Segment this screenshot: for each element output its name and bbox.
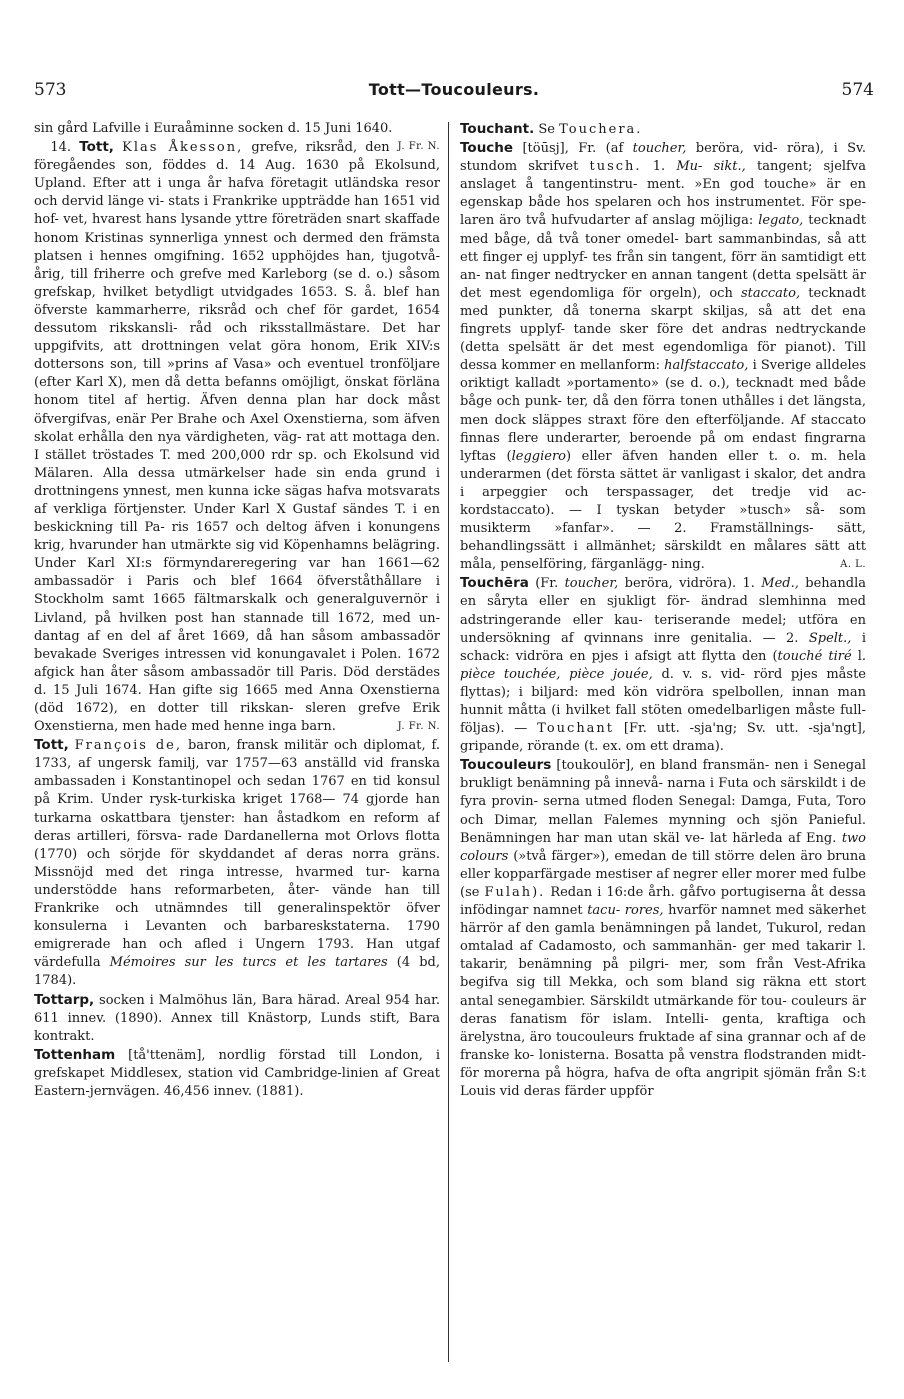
entry-text: tecknadt med båge, då två toner omedel- bart sammanbindas, så att ett finger ej upplyf- tes från sin tangent, förr än samtidigt ett an- nat finger nedtrycker en annan tangent (detta spelsätt är det mest egendomliga för orgeln), och [460, 213, 866, 301]
work-title: Mémoires sur les turcs et les tartares [109, 955, 388, 971]
entry-headword: Touchēra [460, 575, 529, 592]
italic-term: tacu- rores, [587, 903, 664, 919]
entry-text: tangent; sjelfva anslaget å tangentinstru- ment. »En god touche» är en egenskap både hos spelaren och hos instrumentet. För spe- laren äro två hufvudarter af anslag möjliga: [460, 159, 866, 229]
italic-term: legato, [758, 213, 804, 229]
italic-term: toucher, [632, 141, 687, 157]
entry-headword: Tottarp, [34, 991, 95, 1008]
entry-toucouleurs [460, 756, 866, 1101]
entry-headword: Tott, [79, 139, 114, 156]
entry-headword: Tottenham [34, 1046, 116, 1063]
italic-term: leggiero [511, 448, 567, 464]
entry-text: i schack: vidröra en pjes i afsigt att flytta den ( [460, 630, 866, 664]
italic-term: halfstaccato, [664, 358, 749, 374]
italic-term: touché tiré [777, 648, 852, 664]
entry-text: d. v. s. vid- rörd pjes måste flyttas); i biljard: med kön vidröra spelbollen, innan man hunnit måtta (i hvilket fall stöten omedelbarligen måste full- följas). — [460, 666, 866, 737]
entry-number: 14. [50, 140, 72, 156]
entry-text: ) eller äfven handen eller t. o. m. hela underarmen (det första sättet är vanligast i skalor, det andra i arpeggier och terspassager, det tredje vid ac- kordstaccato). — I tyskan betyder »tusch» så- som musikterm »fanfar». — 2. Framställnings- sätt, behandlingssätt i allmänhet; särskildt en målares sätt att måla, penselföring, färganlägg- ning. [460, 448, 866, 573]
entry-text: Se [538, 122, 555, 137]
entry-touchant-ref [460, 120, 866, 139]
italic-term: Med., [761, 576, 799, 592]
entry-tott-klas [34, 138, 440, 736]
entry-headword: Tott, [34, 737, 69, 754]
entry-headword: Touche [460, 140, 514, 157]
entry-text: behandla en såryta eller en sjukligt för- ändrad slemhinna med adstringerande eller kau- teriserande medel; utföra en undersökning af qvinnans inre genitalia. — 2. [460, 576, 866, 646]
right-page-number: 574 [841, 80, 874, 100]
italic-term: Spelt., [808, 630, 852, 646]
entry-text: (4 bd, 1784). [34, 955, 440, 989]
spaced-term: Fulah). [484, 884, 546, 900]
column-divider [448, 122, 449, 1362]
page-header [34, 80, 874, 110]
entry-text: sin gård Lafville i Euraåminne socken d. 15 Juni 1640. [34, 121, 393, 136]
entry-headword: Touchant. [460, 121, 535, 137]
italic-term: two colours [460, 830, 866, 864]
entry-text: i Sverige alldeles oriktigt kalladt »portamento» (se d. o.), tecknadt med både båge och punk- ter, då den förra tonen uthålles i det längsta, men dock släppes straxt före den efterföljande. Af staccato finnas flere underarter, beroende på om endast fingrarna lyftas ( [460, 358, 866, 464]
entry-text: beröra, vid- röra), i Sv. stundom skrifvet [460, 141, 866, 175]
right-column [460, 120, 866, 1380]
entry-person-name: Klas Åkesson, [122, 140, 244, 156]
cross-reference: Touchera. [559, 122, 643, 137]
left-column [34, 120, 440, 1380]
running-title: Tott—Toucouleurs. [368, 80, 540, 99]
entry-text: hvarför namnet med säkerhet härrör af den gamla benämningen på landet, Tukurol, redan omtalad af Cadamosto, och sammanhän- ger med takarir l. takarir, benämning på pilgri- mer, som från Vest-Afrika begifva sig till Mekka, och som bland sig räkna ett stort antal senegambier. Särskildt utmärkande för tou- couleurs är deras fanatism för islam. Intelli- genta, kraftiga och ärelystna, äro toucouleurs fruktade af sina grannar och af de franske ko- lonisterna. Bosatta på venstra flodstranden midt- för morerna på högra, hafva de ofta angripit sjömän från S:t Louis vid deras färder uppför [460, 903, 866, 1099]
entry-text: [Fr. utt. -sja'ng; Sv. utt. -sja'ngt], gripande, rörande (t. ex. om ett drama). [460, 721, 866, 755]
italic-term: pièce touchée, pièce jouée, [460, 666, 653, 682]
entry-touchera [460, 574, 866, 756]
entry-text: Redan i 16:de årh. gåfvo portugiserna åt dessa infödingar namnet [460, 884, 866, 919]
entry-text: [toukoulör], en bland fransmän- nen i Senegal brukligt benämning på innevå- narna i Futa och särskildt i de fyra provin- serna utmed floden Senegal: Damga, Futa, Toro och Dimar, mellan Falemes mynning och sjön Panieful. Benämningen har man utan skäl ve- lat härleda af Eng. [460, 758, 866, 846]
entry-person-name: François de, [74, 738, 183, 754]
author-signature: J. Fr. N. [397, 721, 440, 733]
entry-headword: Toucouleurs [460, 757, 552, 774]
entry-text: [töūsj], Fr. (af [522, 141, 624, 157]
entry-text: 1. [652, 159, 666, 175]
italic-term: Mu- sikt., [676, 159, 746, 175]
author-signature: J. Fr. N. [397, 141, 440, 153]
spaced-term: tusch. [589, 159, 642, 175]
entry-text: grefve, riksråd, den föregåendes son, föddes d. 14 Aug. 1630 på Ekolsund, Upland. Efter att i unga år hafva företagit utländska resor och dervid länge vi- stats i Frankrike uppträdde han 1651 vid hof- vet, hvarest hans lysande yttre företräden snart skaffade honom Kristinas synnerliga ynnest och dermed den främsta platsen i hennes omgifning. 1652 upphöjdes han, tjugotvå-årig, till friherre och grefve med Karleborg (se d. o.) såsom grefskap, hvilket betydligt utvidgades 1653. S. å. blef han öfverste kammarherre, riksråd och chef för gardet, 1654 dessutom rikskansli- råd och riksstallmästare. Det har uppgifvits, att drottningen velat göra honom, Erik XIV:s dottersons son, till »prins af Vasa» och eventuel tronföljare (efter Karl X), men då detta befanns omöjligt, önskat förläna honom titel af hertig. Äfven denna plan har dock måst öfvergifvas, enär Per Brahe och Axel Oxenstierna, som äfven skolat erhålla den nya värdigheten, väg- rat att mottaga den. I stället tröstades T. med 200,000 rdr sp. och Ekolsund vid Mälaren. Alla dessa utmärkelser hade sin enda grund i drottningens ynnest, men kunna icke sägas hafva motsvarats af verkliga förtjenster. Under Karl X Gustaf sändes T. i en beskickning till Pa- ris 1657 och deltog äfven i konungens krig, hvarunder han utmärkte sig vid Köpenhamns belägring. Under Karl XI:s förmyndareregering var han 1661—62 ambassadör i Paris och blef 1664 öfverståthållare i Stockholm samt 1665 fältmarskalk och generalguvernör i Livland, på hvilken post han stannade till 1672, med un- dantag af en del af året 1669, då han såsom ambassadör bevakade Sveriges intressen vid konungavalet i Polen. 1672 afgick han åter såsom ambassadör till Paris. Död derstädes d. 15 Juli 1674. Han gifte sig 1665 med Anna Oxenstierna (död 1672), en dotter till rikskan- sleren grefve Erik Oxenstierna, men hade med henne inga barn. [34, 140, 440, 735]
entry-touche [460, 139, 866, 574]
italic-term: staccato, [740, 285, 801, 301]
entry-text: [tå'ttenäm], nordlig förstad till London, i grefskapet Middlesex, station vid Cambridge-linien af Great Eastern-jernvägen. 46,456 innev. (1881). [34, 1047, 440, 1099]
entry-text: (Fr. [535, 576, 559, 592]
entry-text: socken i Malmöhus län, Bara härad. Areal 954 har. 611 innev. (1890). Annex till Knästorp, Lunds stift, Bara kontrakt. [34, 992, 440, 1044]
entry-tottenham [34, 1046, 440, 1101]
entry-text: (»två färger»), emedan de till större delen äro bruna eller kopparfärgade mestiser af negrer eller morer med fulbe (se [460, 848, 866, 900]
left-page-number: 573 [34, 80, 67, 100]
author-signature: A. L. [840, 559, 866, 571]
entry-text: beröra, vidröra). 1. [624, 576, 755, 592]
italic-term: toucher, [564, 576, 619, 592]
entry-text: baron, fransk militär och diplomat, f. 1733, af ungersk familj, var 1757—63 anställd vid franska ambassaden i Konstantinopel och sedan 1767 en tid konsul på Krim. Under rysk-turkiska kriget 1768— 74 gjorde han turkarna oskattbara tjenster: han åstadkom en reform af deras artilleri, försva- rade Dardanellerna mot Orlovs flotta (1770) och sörjde för skyddandet af deras norra gräns. Missnöjd med det ringa intresse, hvarmed tur- karna understödde hans reformarbeten, åter- vände han till Frankrike och utnämndes till generalinspektör öfver konsulerna i Levanten och barbareskstaterna. 1790 emigrerade han och afled i Ungern 1793. Han utgaf värdefulla [34, 738, 440, 971]
entry-text: tecknadt med punkter, då tonerna skarpt skiljas, så att det ena fingrets upplyf- tande sker före det andras nedtryckande (detta spelsätt är det mest egendomliga för pianot). Till dessa kommer en mellanform: [460, 285, 866, 374]
entry-tott-francois [34, 736, 440, 990]
entry-text: l. [857, 648, 866, 664]
entry-tottarp [34, 991, 440, 1046]
spaced-term: Touchant [537, 721, 615, 737]
